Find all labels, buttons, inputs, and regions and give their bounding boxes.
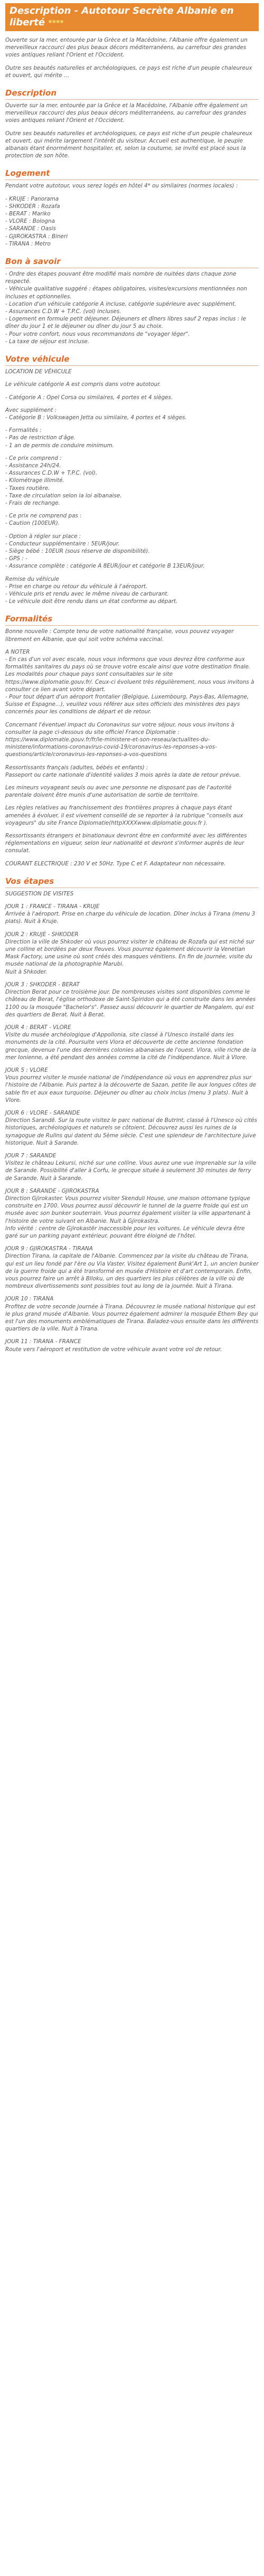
spacer [5, 799, 259, 804]
text-line: - Option à régler sur place : [5, 533, 81, 540]
rating-stars: **** [48, 19, 64, 27]
section-paragraph: Outre ses beautés naturelles et archéologiques, ce pays est riche d'un peuple chaleureux et ouvert, qui mérite largement l'intérêt du visiteur. Accueil est authentique, le peuple albanais étant énormément hospitalier, et, selon la coutume, se invité est placé sous la protection de son hôte. [5, 130, 252, 159]
section-lines [5, 368, 259, 605]
text-line: Direction Berat pour ce troisième jour. De nombreuses visites sont disponibles comme le château de Berat, l'église orthodoxe de Saint-Spiridon qui a été construite dans les années 1100 ou la mosquée "Bachelor's". Passez aussi découvrir le quartier de Mangalem, qui est des quartiers de Berat. Nuit à Berat. [5, 989, 256, 1018]
spacer [5, 1104, 259, 1109]
sections [5, 88, 259, 1353]
text-line: JOUR 10 : TIRANA [5, 1296, 54, 1303]
intro [5, 36, 259, 79]
spacer [5, 759, 259, 764]
text-line: - Pour votre confort, nous vous recommandons de "voyager léger". [5, 331, 190, 337]
spacer [5, 1240, 259, 1245]
section-heading: Formalités [5, 614, 259, 626]
section-heading: Description [5, 88, 259, 100]
text-line: Concernant l'éventuel impact du Coronavirus sur votre séjour, nous vous invitons à consulter la page ci-dessous du site officiel France Diplomatie : https://www.diplomatie.gouv.fr/fr/le-ministere-et-son-reseau/actualites-du-ministere/informations-coronavirus-covid-19/coronavirus-les-reponses-a-vos-questions/article/coronavirus-les-reponses-a-vos-questions [5, 721, 234, 758]
text-line: - Taxe de circulation selon la loi albanaise. [5, 492, 122, 499]
text-line: - Logement en formule petit déjeuner. Déjeuners et dîners libres sauf 2 repas inclus : le dîner du jour 1 et le déjeuner ou dîner du jour 5 au choix. [5, 316, 246, 330]
spacer [5, 389, 259, 394]
intro-paragraph: Outre ses beautés naturelles et archéologiques, ce pays est riche d'un peuple chaleureux et ouvert, qui mérite ... [5, 64, 252, 79]
page-title-text: Description - Autotour Secrète Albanie en liberté [10, 5, 234, 28]
text-line: - SARANDE : Oasis [5, 225, 56, 232]
text-line: Les modalités pour chaque pays sont consultables sur le site https://www.diplomatie.gouv.fr/. Ceux-ci évoluent très régulièrement, nous vous invitons à consulter ce lien avant votre départ. [5, 671, 254, 693]
text-line: JOUR 1 : FRANCE - TIRANA - KRUJE [5, 903, 100, 910]
text-line: - Ce prix ne comprend pas : [5, 513, 82, 520]
text-line: Profitez de votre seconde journée à Tirana. Découvrez le musée national historique qui est le plus grand musée d'Albanie. Vous pourrez également admirer la mosquée Ethem Bey qui est l'un des monuments emblématiques de Tirana. Baladez-vous ensuite dans les différents quartiers de la ville. Nuit à Tirana. [5, 1303, 259, 1333]
text-line: JOUR 7 : SARANDE [5, 1152, 56, 1159]
text-line: - BERAT : Mariko [5, 211, 51, 218]
text-line: - Pas de restriction d'âge. [5, 435, 76, 441]
text-line: Direction Gjirokaster. Vous pourrez visiter Skenduli House, une maison ottomane typique construite en 1700. Vous pourrez aussi découvrir le tunnel de la guerre froide qui est un musée avec son bunker souterrain. Vous pourrez également visiter la ville appartenant à l'histoire de votre suivant en Albanie. Nuit à Gjirokastra. [5, 1195, 251, 1224]
spacer [5, 527, 259, 533]
text-line: COURANT ELECTRIQUE : 230 V et 50Hz. Type C et F. Adaptateur non nécessaire. [5, 860, 226, 867]
spacer [5, 507, 259, 512]
text-line: - Assurances C.D.W + T.P.C. (vol). [5, 470, 98, 477]
text-line: Direction Sarandë. Sur la route visitez le parc national de Butrint, classé à l'Unesco où cités historiques, archéologiques et naturels se côtoient. Découvrez aussi les ruines de la synagogue de Rulins qui datent du 5ème siècle. C'est une splendeur de l'architecture juive historique. Nuit à Sarande. [5, 1117, 257, 1146]
text-line: JOUR 2 : KRUJE - SHKODER [5, 931, 79, 938]
section-heading: Logement [5, 168, 259, 180]
text-line: - Le véhicule doit être rendu dans un état conforme au départ. [5, 598, 178, 605]
section-heading: Bon à savoir [5, 256, 259, 268]
text-line: - Catégorie B : Volkswagen Jetta ou similaire, 4 portes et 4 sièges. [5, 414, 187, 421]
text-line: JOUR 9 : GJIROKASTRA - TIRANA [5, 1245, 93, 1252]
section-lines [5, 890, 259, 1353]
spacer [5, 1147, 259, 1152]
text-line: - Véhicule pris et rendu avec le même niveau de carburant. [5, 590, 169, 597]
section-heading: Vos étapes [5, 876, 259, 888]
spacer [5, 1018, 259, 1024]
spacer [5, 570, 259, 575]
spacer [5, 898, 259, 903]
spacer [5, 375, 259, 381]
text-line: - Location d'un véhicule catégorie A incluse, catégorie supérieure avec supplément. [5, 300, 237, 307]
spacer [5, 449, 259, 455]
section-lines [5, 628, 259, 867]
text-line: Direction la ville de Shkoder où vous pourrez visiter le château de Rozafa qui est niché sur une colline et bordées par deux fleuves. Vous pourrez également découvrir la Venetian Mask Factory, une usine où sont créés des masques vénitiens. En fin de journée, visite du musée national de la photographie Marubi. [5, 938, 254, 968]
text-line: JOUR 5 : VLORE [5, 1067, 48, 1073]
text-line: - Assistance 24h/24. [5, 462, 61, 469]
text-line: - Taxes routière. [5, 485, 50, 492]
spacer [5, 855, 259, 860]
text-line: JOUR 3 : SHKODER - BERAT [5, 981, 80, 988]
text-line: - Formalités : [5, 427, 42, 434]
spacer [5, 643, 259, 648]
spacer [5, 401, 259, 407]
text-line: - Frais de rechange. [5, 499, 60, 506]
section-bon-a-savoir [5, 256, 259, 345]
text-line: - TIRANA : Metro [5, 240, 51, 247]
section-formalites [5, 614, 259, 867]
spacer [5, 926, 259, 931]
text-line: SUGGESTION DE VISITES [5, 890, 74, 897]
text-line: Info vérité : centre de Gjirokastër inaccessible pour les voitures. Le véhicule devra être garé sur un parking payant extérieur, pouvant être éloigné de l'hôtel. [5, 1225, 245, 1239]
section-vos-etapes [5, 876, 259, 1353]
text-line: - Caution (100EUR). [5, 520, 60, 527]
spacer [5, 1290, 259, 1295]
spacer [5, 976, 259, 981]
text-line: Visite du musée archéologique d'Appollonia, site classé à l'Unesco installé dans les monuments de la cité. Poursuite vers Vlora et découverte de cette ancienne fondation grecque, devenue l'une des dernières colonies albanaises de l'ouest. Vlora, ville riche de la mer Ionienne, a été pendant des années comme la cité de l'indépendance. Nuit à Vlore. [5, 1032, 257, 1061]
text-line: Passeport ou carte nationale d'identité valides 3 mois après la date de retour prévue. [5, 771, 241, 778]
text-line: - SHKODER : Rozafa [5, 203, 60, 210]
text-line: - En cas d'un vol avec escale, nous vous informons que vous devrez être conforme aux formalités sanitaires du pays où se trouve votre escale ainsi que votre destination finale. [5, 656, 251, 671]
text-line: - La taxe de séjour est incluse. [5, 338, 90, 345]
text-line: Remise du véhicule [5, 575, 59, 582]
text-line: - Assurance complète : catégorie A 8EUR/jour et catégorie B 13EUR/jour. [5, 563, 205, 570]
section-logement [5, 168, 259, 248]
section-paragraph: Ouverte sur la mer, entourée par la Grèce et la Macédoine, l'Albanie offre également un merveilleux raccourci des plus beaux décors méditerranéens, au carrefour des grandes voies antiques reliant l'Orient et l'Occident. [5, 102, 248, 124]
text-line: A NOTER [5, 648, 30, 655]
section-paragraph: Pendant votre autotour, vous serez logés en hôtel 4* ou similaires (normes locales) : [5, 183, 238, 190]
text-line: - Pour tout départ d'un aéroport frontalier (Belgique, Luxembourg, Pays-Bas, Allemagne, Suisse et Espagne...), veuillez vous référer aux sites officiels des ministères des pays concernés pour les conditions de départ et de retour. [5, 694, 249, 715]
spacer [5, 1061, 259, 1067]
section-lines [5, 270, 259, 345]
spacer [5, 827, 259, 832]
text-line: Avec supplément : [5, 407, 57, 413]
text-line: JOUR 11 : TIRANA - FRANCE [5, 1338, 81, 1345]
text-line: - GJIROKASTRA : Bineri [5, 233, 68, 240]
text-line: Le véhicule catégorie A est compris dans votre autotour. [5, 381, 161, 388]
spacer [5, 716, 259, 721]
text-line: Ressortissants étrangers et binationaux devront être en conformité avec les différentes réglementations en vigueur, selon leur nationalité et devront s'informer auprès de leur consulat. [5, 833, 247, 854]
section-heading: Votre véhicule [5, 354, 259, 366]
section-description [5, 88, 259, 159]
text-line: Direction Tirana, la capitale de l'Albanie. Commencez par la visite du château de Tirana, qui est un lieu fondé par l'ère ou Via Vaster. Visitez également Bunk'Art 1, un ancien bunker de la guerre froide qui a été transformé en musée d'Histoire et d'art contemporain. Enfin, vous pourrez faire un arrêt à Blloku, un des quartiers les plus célèbres de la ville où de nombreux divertissements sont possibles tout au long de la journée. Nuit à Tirana. [5, 1253, 259, 1290]
text-line: Visitez le château Lekursi, niché sur une colline. Vous aurez une vue imprenable sur la ville de Sarande. Possibilité d'aller à Corfu, le grecque située à seulement 30 minutes de ferry de Sarande. Nuit à Sarande. [5, 1160, 257, 1182]
text-line: - Kilométrage illimité. [5, 477, 64, 484]
text-line: Ressortissants français (adultes, bébés et enfants) : [5, 764, 148, 771]
text-line: Bonne nouvelle : Compte tenu de votre nationalité française, vous pouvez voyager librement en Albanie, que qui soit votre schéma vaccinal. [5, 628, 234, 643]
text-line: - Véhicule qualitative suggéré : étapes obligatoires, visites/excursions mentionnées non incluses et optionnelles. [5, 286, 247, 300]
text-line: JOUR 8 : SARANDE - GJIROKASTRA [5, 1187, 99, 1194]
text-line: - Assurances C.D.W + T.P.C. (vol) incluses. [5, 308, 121, 315]
section-votre-vehicule [5, 354, 259, 605]
text-line: Vous pourrez visiter le musée national de l'indépendance où vous en apprendrez plus sur l'histoire de l'Albanie. Puis partez à la découverte de Sazan, petite île aux longues côtes de sable fin et aux eaux turquoise. Déjeuner ou dîner au choix inclus (menu 3 plats). Nuit à Vlore. [5, 1074, 256, 1103]
spacer [5, 779, 259, 784]
text-line: - VLORE : Bologna [5, 218, 55, 225]
intro-paragraph: Ouverte sur la mer, entourée par la Grèce et la Macédoine, l'Albanie offre également un merveilleux raccourci des plus beaux décors méditerranéens, au carrefour des grandes voies antiques reliant l'Orient et l'Occident. [5, 37, 248, 59]
spacer [5, 1333, 259, 1338]
text-line: - KRUJE : Panorama [5, 195, 59, 202]
text-line: Route vers l'aéroport et restitution de votre véhicule avant votre vol de retour. [5, 1346, 222, 1353]
text-line: - Siège bébé : 10EUR (sous réserve de disponibilité). [5, 548, 150, 554]
text-line: - Conducteur supplémentaire : 5EUR/jour. [5, 540, 120, 547]
spacer [5, 421, 259, 427]
text-line: - 1 an de permis de conduire minimum. [5, 442, 115, 449]
text-line: - Ce prix comprend : [5, 455, 62, 461]
text-line: - Prise en charge ou retour du véhicule à l'aéroport. [5, 583, 148, 590]
text-line: - Ordre des étapes pouvant être modifié mais nombre de nuitées dans chaque zone respecté. [5, 271, 237, 285]
text-line: Nuit à Shkoder. [5, 968, 48, 975]
page-title [5, 3, 259, 31]
text-line: Les mineurs voyageant seuls ou avec une personne ne disposant pas de l'autorité parentale doivent être munis d'une autorisation de sortie de territoire. [5, 785, 232, 799]
text-line: - Catégorie A : Opel Corsa ou similaires, 4 portes et 4 sièges. [5, 394, 173, 401]
spacer [5, 1182, 259, 1187]
text-line: JOUR 6 : VLORE - SARANDE [5, 1109, 80, 1116]
text-line: JOUR 4 : BERAT - VLORE [5, 1024, 71, 1031]
text-line: - GPS : - [5, 555, 27, 562]
text-line: LOCATION DE VÉHICULE [5, 369, 72, 375]
text-line: Les règles relatives au franchissement des frontières propres à chaque pays étant amenées à évoluer, il est vivement conseillé de se reporter à la rubrique "conseils aux voyageurs" du site France Diplomatie(httpXXXXwww.diplomatie.gouv.fr ). [5, 805, 243, 826]
section-lines [5, 195, 259, 248]
text-line: Arrivée à l'aéroport. Prise en charge du véhicule de location. Dîner inclus à Tirana (menu 3 plats). Nuit à Kruje. [5, 911, 256, 925]
